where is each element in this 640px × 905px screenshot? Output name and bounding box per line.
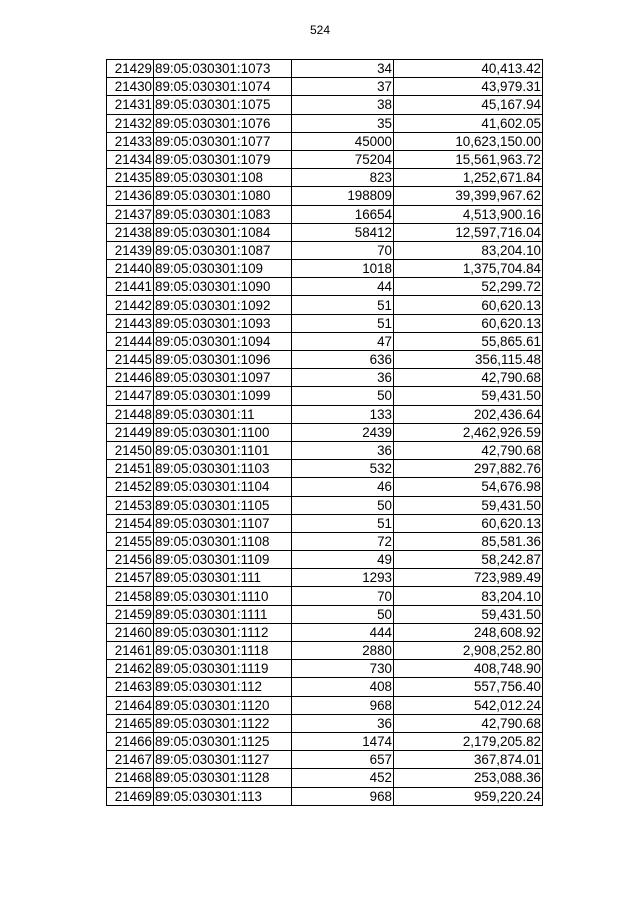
cadastral-value-cell: 1,252,671.84	[394, 169, 543, 187]
area-cell: 2439	[292, 423, 394, 441]
parcel-table-body	[107, 60, 543, 806]
cadastral-number-cell: 89:05:030301:1118	[154, 642, 292, 660]
cadastral-value-cell: 59,431.50	[394, 605, 543, 623]
row-number-cell: 21443	[107, 314, 154, 332]
cadastral-value-cell: 54,676.98	[394, 478, 543, 496]
cadastral-value-cell: 15,561,963.72	[394, 150, 543, 168]
cadastral-value-cell: 60,620.13	[394, 514, 543, 532]
area-cell: 1293	[292, 569, 394, 587]
cadastral-number-cell: 89:05:030301:1108	[154, 532, 292, 550]
table-row	[107, 169, 543, 187]
page-number: 524	[309, 23, 331, 37]
cadastral-value-cell: 2,179,205.82	[394, 732, 543, 750]
row-number-cell: 21464	[107, 696, 154, 714]
cadastral-number-cell: 89:05:030301:1110	[154, 587, 292, 605]
row-number-cell: 21436	[107, 187, 154, 205]
area-cell: 38	[292, 96, 394, 114]
table-row	[107, 314, 543, 332]
table-row	[107, 78, 543, 96]
table-row	[107, 296, 543, 314]
area-cell: 1018	[292, 260, 394, 278]
row-number-cell: 21435	[107, 169, 154, 187]
cadastral-value-cell: 408,748.90	[394, 660, 543, 678]
cadastral-value-cell: 83,204.10	[394, 241, 543, 259]
table-row	[107, 769, 543, 787]
area-cell: 2880	[292, 642, 394, 660]
area-cell: 36	[292, 441, 394, 459]
table-row	[107, 351, 543, 369]
cadastral-value-cell: 723,989.49	[394, 569, 543, 587]
row-number-cell: 21438	[107, 223, 154, 241]
table-row	[107, 405, 543, 423]
cadastral-number-cell: 89:05:030301:1111	[154, 605, 292, 623]
cadastral-number-cell: 89:05:030301:109	[154, 260, 292, 278]
area-cell: 452	[292, 769, 394, 787]
area-cell: 45000	[292, 132, 394, 150]
area-cell: 50	[292, 387, 394, 405]
area-cell: 198809	[292, 187, 394, 205]
area-cell: 968	[292, 696, 394, 714]
row-number-cell: 21430	[107, 78, 154, 96]
cadastral-number-cell: 89:05:030301:1127	[154, 751, 292, 769]
cadastral-value-cell: 55,865.61	[394, 332, 543, 350]
cadastral-value-cell: 253,088.36	[394, 769, 543, 787]
row-number-cell: 21460	[107, 623, 154, 641]
area-cell: 37	[292, 78, 394, 96]
table-row	[107, 460, 543, 478]
cadastral-value-cell: 12,597,716.04	[394, 223, 543, 241]
table-row	[107, 132, 543, 150]
area-cell: 36	[292, 369, 394, 387]
table-row	[107, 260, 543, 278]
cadastral-value-cell: 2,908,252.80	[394, 642, 543, 660]
table-row	[107, 369, 543, 387]
cadastral-value-cell: 52,299.72	[394, 278, 543, 296]
row-number-cell: 21442	[107, 296, 154, 314]
area-cell: 657	[292, 751, 394, 769]
area-cell: 444	[292, 623, 394, 641]
parcel-table	[106, 59, 543, 806]
cadastral-value-cell: 58,242.87	[394, 551, 543, 569]
cadastral-number-cell: 89:05:030301:1112	[154, 623, 292, 641]
table-row	[107, 678, 543, 696]
cadastral-number-cell: 89:05:030301:1090	[154, 278, 292, 296]
row-number-cell: 21459	[107, 605, 154, 623]
cadastral-value-cell: 60,620.13	[394, 296, 543, 314]
cadastral-value-cell: 557,756.40	[394, 678, 543, 696]
row-number-cell: 21456	[107, 551, 154, 569]
row-number-cell: 21452	[107, 478, 154, 496]
area-cell: 133	[292, 405, 394, 423]
area-cell: 50	[292, 496, 394, 514]
area-cell: 35	[292, 114, 394, 132]
cadastral-value-cell: 959,220.24	[394, 787, 543, 805]
area-cell: 70	[292, 587, 394, 605]
cadastral-value-cell: 59,431.50	[394, 496, 543, 514]
cadastral-value-cell: 60,620.13	[394, 314, 543, 332]
row-number-cell: 21453	[107, 496, 154, 514]
row-number-cell: 21458	[107, 587, 154, 605]
cadastral-number-cell: 89:05:030301:1074	[154, 78, 292, 96]
cadastral-number-cell: 89:05:030301:1125	[154, 732, 292, 750]
cadastral-number-cell: 89:05:030301:1103	[154, 460, 292, 478]
row-number-cell: 21469	[107, 787, 154, 805]
table-row	[107, 787, 543, 805]
table-row	[107, 532, 543, 550]
row-number-cell: 21466	[107, 732, 154, 750]
table-row	[107, 332, 543, 350]
cadastral-value-cell: 1,375,704.84	[394, 260, 543, 278]
row-number-cell: 21468	[107, 769, 154, 787]
cadastral-number-cell: 89:05:030301:1109	[154, 551, 292, 569]
row-number-cell: 21451	[107, 460, 154, 478]
row-number-cell: 21446	[107, 369, 154, 387]
row-number-cell: 21461	[107, 642, 154, 660]
area-cell: 75204	[292, 150, 394, 168]
cadastral-value-cell: 59,431.50	[394, 387, 543, 405]
cadastral-value-cell: 542,012.24	[394, 696, 543, 714]
cadastral-value-cell: 2,462,926.59	[394, 423, 543, 441]
cadastral-number-cell: 89:05:030301:1128	[154, 769, 292, 787]
row-number-cell: 21444	[107, 332, 154, 350]
cadastral-number-cell: 89:05:030301:1122	[154, 714, 292, 732]
cadastral-value-cell: 42,790.68	[394, 441, 543, 459]
area-cell: 44	[292, 278, 394, 296]
table-row	[107, 605, 543, 623]
row-number-cell: 21439	[107, 241, 154, 259]
cadastral-number-cell: 89:05:030301:1094	[154, 332, 292, 350]
row-number-cell: 21445	[107, 351, 154, 369]
cadastral-number-cell: 89:05:030301:1077	[154, 132, 292, 150]
area-cell: 50	[292, 605, 394, 623]
cadastral-number-cell: 89:05:030301:112	[154, 678, 292, 696]
cadastral-number-cell: 89:05:030301:1101	[154, 441, 292, 459]
row-number-cell: 21462	[107, 660, 154, 678]
area-cell: 34	[292, 60, 394, 78]
area-cell: 47	[292, 332, 394, 350]
row-number-cell: 21437	[107, 205, 154, 223]
cadastral-value-cell: 41,602.05	[394, 114, 543, 132]
table-row	[107, 587, 543, 605]
area-cell: 51	[292, 314, 394, 332]
cadastral-value-cell: 45,167.94	[394, 96, 543, 114]
area-cell: 58412	[292, 223, 394, 241]
table-row	[107, 642, 543, 660]
area-cell: 532	[292, 460, 394, 478]
cadastral-value-cell: 85,581.36	[394, 532, 543, 550]
table-row	[107, 278, 543, 296]
area-cell: 72	[292, 532, 394, 550]
cadastral-value-cell: 40,413.42	[394, 60, 543, 78]
row-number-cell: 21449	[107, 423, 154, 441]
cadastral-number-cell: 89:05:030301:1079	[154, 150, 292, 168]
table-row	[107, 187, 543, 205]
cadastral-number-cell: 89:05:030301:1104	[154, 478, 292, 496]
table-row	[107, 751, 543, 769]
table-row	[107, 114, 543, 132]
table-row	[107, 696, 543, 714]
cadastral-value-cell: 202,436.64	[394, 405, 543, 423]
cadastral-number-cell: 89:05:030301:1083	[154, 205, 292, 223]
cadastral-value-cell: 39,399,967.62	[394, 187, 543, 205]
cadastral-number-cell: 89:05:030301:1099	[154, 387, 292, 405]
table-row	[107, 60, 543, 78]
table-row	[107, 423, 543, 441]
area-cell: 51	[292, 296, 394, 314]
cadastral-number-cell: 89:05:030301:1073	[154, 60, 292, 78]
cadastral-number-cell: 89:05:030301:111	[154, 569, 292, 587]
cadastral-value-cell: 10,623,150.00	[394, 132, 543, 150]
row-number-cell: 21454	[107, 514, 154, 532]
area-cell: 49	[292, 551, 394, 569]
row-number-cell: 21455	[107, 532, 154, 550]
cadastral-value-cell: 42,790.68	[394, 714, 543, 732]
table-row	[107, 623, 543, 641]
cadastral-value-cell: 83,204.10	[394, 587, 543, 605]
cadastral-number-cell: 89:05:030301:1087	[154, 241, 292, 259]
cadastral-number-cell: 89:05:030301:11	[154, 405, 292, 423]
cadastral-number-cell: 89:05:030301:113	[154, 787, 292, 805]
cadastral-value-cell: 367,874.01	[394, 751, 543, 769]
area-cell: 51	[292, 514, 394, 532]
area-cell: 823	[292, 169, 394, 187]
row-number-cell: 21465	[107, 714, 154, 732]
table-row	[107, 478, 543, 496]
cadastral-number-cell: 89:05:030301:1120	[154, 696, 292, 714]
cadastral-number-cell: 89:05:030301:1096	[154, 351, 292, 369]
area-cell: 70	[292, 241, 394, 259]
table-row	[107, 551, 543, 569]
table-row	[107, 714, 543, 732]
cadastral-value-cell: 248,608.92	[394, 623, 543, 641]
table-row	[107, 441, 543, 459]
table-row	[107, 660, 543, 678]
area-cell: 408	[292, 678, 394, 696]
area-cell: 16654	[292, 205, 394, 223]
cadastral-number-cell: 89:05:030301:1080	[154, 187, 292, 205]
cadastral-number-cell: 89:05:030301:1093	[154, 314, 292, 332]
cadastral-number-cell: 89:05:030301:1105	[154, 496, 292, 514]
row-number-cell: 21450	[107, 441, 154, 459]
row-number-cell: 21441	[107, 278, 154, 296]
row-number-cell: 21431	[107, 96, 154, 114]
area-cell: 636	[292, 351, 394, 369]
cadastral-value-cell: 43,979.31	[394, 78, 543, 96]
table-row	[107, 387, 543, 405]
table-row	[107, 732, 543, 750]
row-number-cell: 21447	[107, 387, 154, 405]
row-number-cell: 21432	[107, 114, 154, 132]
table-row	[107, 241, 543, 259]
area-cell: 36	[292, 714, 394, 732]
cadastral-number-cell: 89:05:030301:1097	[154, 369, 292, 387]
cadastral-number-cell: 89:05:030301:1075	[154, 96, 292, 114]
row-number-cell: 21448	[107, 405, 154, 423]
cadastral-number-cell: 89:05:030301:1092	[154, 296, 292, 314]
table-row	[107, 514, 543, 532]
row-number-cell: 21429	[107, 60, 154, 78]
cadastral-value-cell: 356,115.48	[394, 351, 543, 369]
area-cell: 46	[292, 478, 394, 496]
row-number-cell: 21457	[107, 569, 154, 587]
area-cell: 968	[292, 787, 394, 805]
table-row	[107, 96, 543, 114]
cadastral-number-cell: 89:05:030301:1100	[154, 423, 292, 441]
row-number-cell: 21434	[107, 150, 154, 168]
table-row	[107, 205, 543, 223]
area-cell: 730	[292, 660, 394, 678]
cadastral-number-cell: 89:05:030301:1076	[154, 114, 292, 132]
row-number-cell: 21467	[107, 751, 154, 769]
table-row	[107, 496, 543, 514]
row-number-cell: 21433	[107, 132, 154, 150]
cadastral-number-cell: 89:05:030301:1084	[154, 223, 292, 241]
table-row	[107, 569, 543, 587]
cadastral-value-cell: 42,790.68	[394, 369, 543, 387]
cadastral-value-cell: 4,513,900.16	[394, 205, 543, 223]
cadastral-value-cell: 297,882.76	[394, 460, 543, 478]
table-row	[107, 150, 543, 168]
cadastral-number-cell: 89:05:030301:108	[154, 169, 292, 187]
row-number-cell: 21463	[107, 678, 154, 696]
cadastral-number-cell: 89:05:030301:1107	[154, 514, 292, 532]
cadastral-number-cell: 89:05:030301:1119	[154, 660, 292, 678]
table-row	[107, 223, 543, 241]
row-number-cell: 21440	[107, 260, 154, 278]
area-cell: 1474	[292, 732, 394, 750]
